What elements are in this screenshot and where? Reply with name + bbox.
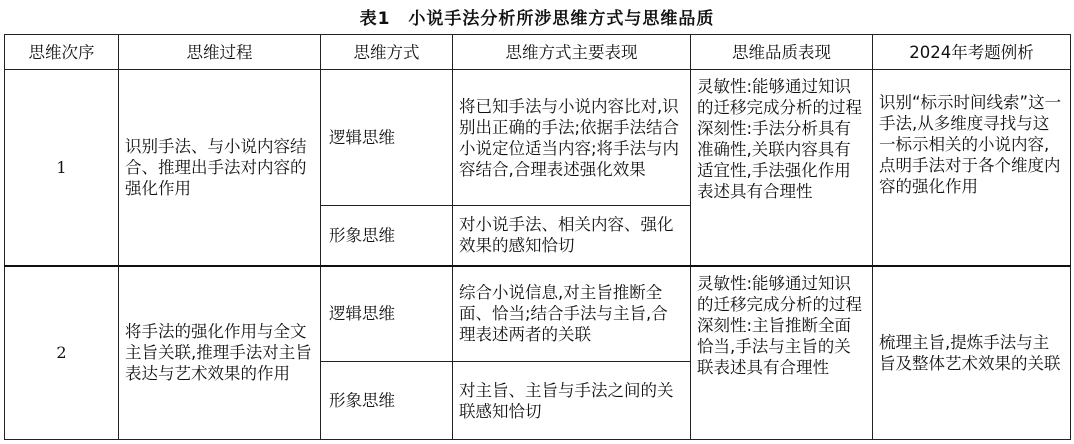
table-row [5,70,1071,206]
quality-cell: 灵敏性:能够通过知识的迁移完成分析的过程 深刻性:手法分析具有准确性,关联内容具有适宜性,手法强化作用表述具有合理性 [691,70,873,266]
header-process: 思维过程 [119,35,321,70]
mode-cell-logic: 逻辑思维 [321,70,453,206]
process-cell: 将手法的强化作用与全文主旨关联,推理手法对主旨表达与艺术效果的作用 [119,266,321,440]
example-cell: 识别“标示时间线索”这一手法,从多维度寻找与这一标示相关的小说内容,点明手法对于各个维度内容的强化作用 [873,70,1071,266]
mode-cell-image: 形象思维 [321,206,453,266]
table-row [5,266,1071,362]
header-order: 思维次序 [5,35,119,70]
quality-cell: 灵敏性:能够通过知识的迁移完成分析的过程 深刻性:主旨推断全面恰当,手法与主旨的关联表述具有合理性 [691,266,873,440]
mode-cell-image: 形象思维 [321,362,453,440]
table-caption: 表1 小说手法分析所涉思维方式与思维品质 [359,9,715,29]
header-quality: 思维品质表现 [691,35,873,70]
thinking-table [4,34,1071,440]
header-mode: 思维方式 [321,35,453,70]
process-cell: 识别手法、与小说内容结合、推理出手法对内容的强化作用 [119,70,321,266]
mode-cell-logic: 逻辑思维 [321,266,453,362]
mode-expression-cell: 对主旨、主旨与手法之间的关联感知恰切 [453,362,691,440]
example-cell: 梳理主旨,提炼手法与主旨及整体艺术效果的关联 [873,266,1071,440]
mode-expression-cell: 综合小说信息,对主旨推断全面、恰当;结合手法与主旨,合理表述两者的关联 [453,266,691,362]
order-cell: 1 [5,70,119,266]
mode-expression-cell: 对小说手法、相关内容、强化效果的感知恰切 [453,206,691,266]
order-cell: 2 [5,266,119,440]
header-row [5,35,1071,70]
header-example: 2024年考题例析 [873,35,1071,70]
header-mode-expression: 思维方式主要表现 [453,35,691,70]
mode-expression-cell: 将已知手法与小说内容比对,识别出正确的手法;依据手法结合小说定位适当内容;将手法与内容结合,合理表述强化效果 [453,70,691,206]
